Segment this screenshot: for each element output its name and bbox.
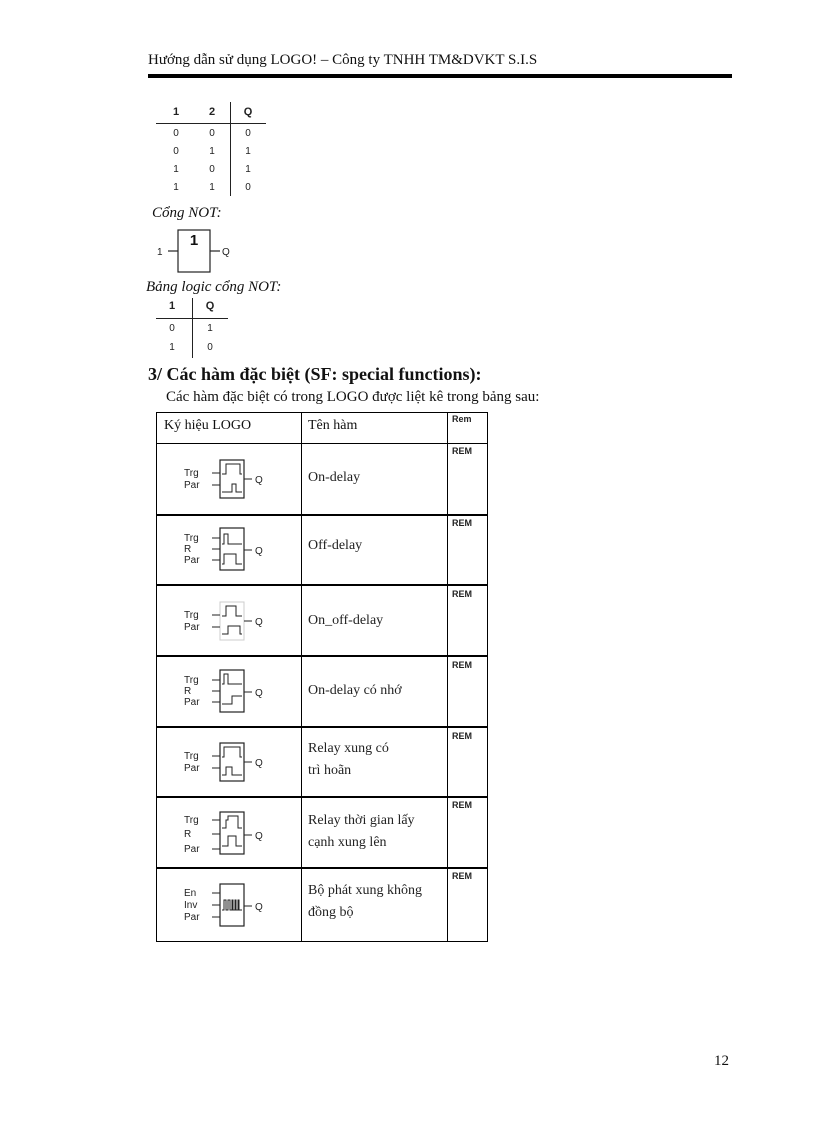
- not-column-rule: [192, 298, 193, 358]
- tt-cell: 1: [245, 164, 251, 175]
- tt-header-1: 1: [172, 106, 180, 118]
- tt-cell: 1: [245, 146, 251, 157]
- rem-label: REM: [452, 446, 472, 456]
- table-row-rule: [156, 514, 488, 516]
- function-name: [308, 738, 389, 782]
- header-text: Hướng dẫn sử dụng LOGO! – Công ty TNHH TM&DVKT S.I.S: [148, 52, 538, 68]
- tt-header-rule: [156, 123, 266, 124]
- not-cell: 0: [169, 323, 175, 334]
- function-name-line: On-delay có nhớ: [308, 683, 402, 698]
- edge-triggered-relay-symbol-icon: [178, 808, 298, 862]
- function-name: [308, 680, 402, 702]
- not-header-1: 1: [168, 300, 176, 312]
- input-label: Trg: [184, 533, 199, 544]
- input-label: Par: [184, 697, 200, 708]
- not-gate-caption: Cổng NOT:: [152, 205, 222, 221]
- tt-header-2: 2: [208, 106, 216, 118]
- function-name: [308, 810, 415, 854]
- tt-cell: 0: [173, 146, 179, 157]
- table-border-top: [156, 412, 488, 413]
- function-name: [308, 610, 383, 632]
- header-rem: Rem: [452, 414, 472, 424]
- input-label: Par: [184, 555, 200, 566]
- tt-cell: 1: [173, 164, 179, 175]
- tt-header-q: Q: [243, 106, 253, 118]
- rem-label: REM: [452, 800, 472, 810]
- input-label: Trg: [184, 468, 199, 479]
- table-column-rule: [301, 412, 302, 942]
- not-gate-input-label: 1: [157, 247, 163, 258]
- function-name-line: Relay thời gian lấy: [308, 813, 415, 828]
- input-label: Par: [184, 844, 200, 855]
- table-row-rule: [156, 443, 488, 444]
- not-header-q: Q: [205, 300, 215, 312]
- tt-cell: 0: [209, 128, 215, 139]
- tt-cell: 1: [173, 182, 179, 193]
- table-border-right: [487, 412, 488, 942]
- table-row-rule: [156, 655, 488, 657]
- input-label: R: [184, 829, 192, 840]
- tt-cell: 0: [245, 182, 251, 193]
- tt-cell: 0: [245, 128, 251, 139]
- function-name-line: trì hoãn: [308, 763, 352, 778]
- output-label: Q: [255, 902, 263, 913]
- tt-column-rule: [230, 102, 231, 196]
- input-label: Inv: [184, 900, 198, 911]
- function-name-line: On-delay: [308, 470, 361, 485]
- table-row-rule: [156, 584, 488, 586]
- output-label: Q: [255, 831, 263, 842]
- table-row-rule: [156, 867, 488, 869]
- header-symbol: Ký hiệu LOGO: [164, 418, 252, 433]
- function-name-line: đồng bộ: [308, 905, 354, 920]
- rem-label: REM: [452, 871, 472, 881]
- rem-label: REM: [452, 660, 472, 670]
- tt-cell: 1: [209, 146, 215, 157]
- table-border-left: [156, 412, 157, 942]
- tt-cell: 1: [209, 182, 215, 193]
- output-label: Q: [255, 546, 263, 557]
- input-label: Par: [184, 763, 200, 774]
- header-name: Tên hàm: [308, 418, 358, 433]
- input-label: Par: [184, 480, 200, 491]
- on-delay-symbol-icon: [178, 454, 298, 506]
- input-label: En: [184, 888, 197, 899]
- function-name: [308, 467, 360, 489]
- async-pulse-generator-symbol-icon: [178, 880, 298, 934]
- retentive-on-delay-symbol-icon: [178, 666, 298, 720]
- function-name-line: Off-delay: [308, 538, 363, 553]
- off-delay-symbol-icon: [178, 524, 298, 578]
- special-functions-table: [156, 412, 488, 942]
- pulse-relay-symbol-icon: [178, 737, 298, 789]
- function-name-line: cạnh xung lên: [308, 835, 387, 850]
- rem-label: REM: [452, 518, 472, 528]
- output-label: Q: [255, 475, 263, 486]
- section-intro: Các hàm đặc biệt có trong LOGO được liệt kê trong bảng sau:: [166, 389, 540, 405]
- input-label: Trg: [184, 610, 199, 621]
- tt-cell: 0: [209, 164, 215, 175]
- output-label: Q: [255, 617, 263, 628]
- on-off-delay-symbol-icon: [178, 596, 298, 648]
- truth-table-xor: [156, 106, 266, 198]
- input-label: Trg: [184, 751, 199, 762]
- input-label: R: [184, 686, 192, 697]
- function-name: [308, 880, 422, 924]
- function-name: [308, 535, 362, 557]
- function-name-line: Relay xung có: [308, 741, 389, 756]
- table-row-rule: [156, 726, 488, 728]
- section-title: 3/ Các hàm đặc biệt (SF: special functions):: [148, 364, 482, 384]
- page-number: 12: [714, 1053, 729, 1069]
- not-gate-output-label: Q: [222, 247, 230, 258]
- rem-label: REM: [452, 589, 472, 599]
- not-cell: 0: [207, 342, 213, 353]
- function-name-line: Bộ phát xung không: [308, 883, 422, 898]
- output-label: Q: [255, 758, 263, 769]
- rem-label: REM: [452, 731, 472, 741]
- truth-table-not: [156, 300, 228, 358]
- input-label: Trg: [184, 815, 199, 826]
- table-border-bottom: [156, 941, 488, 942]
- header-rule: [148, 74, 732, 78]
- input-label: Par: [184, 622, 200, 633]
- output-label: Q: [255, 688, 263, 699]
- not-gate-symbol: [150, 226, 240, 276]
- input-label: Par: [184, 912, 200, 923]
- not-table-caption: Bảng logic cổng NOT:: [146, 279, 282, 295]
- input-label: Trg: [184, 675, 199, 686]
- not-gate-label: 1: [189, 232, 199, 249]
- function-name-line: On_off-delay: [308, 613, 384, 628]
- page-header: [148, 52, 732, 69]
- not-cell: 1: [169, 342, 175, 353]
- input-label: R: [184, 544, 192, 555]
- tt-cell: 0: [173, 128, 179, 139]
- table-column-rule: [447, 412, 448, 942]
- not-cell: 1: [207, 323, 213, 334]
- table-row-rule: [156, 796, 488, 798]
